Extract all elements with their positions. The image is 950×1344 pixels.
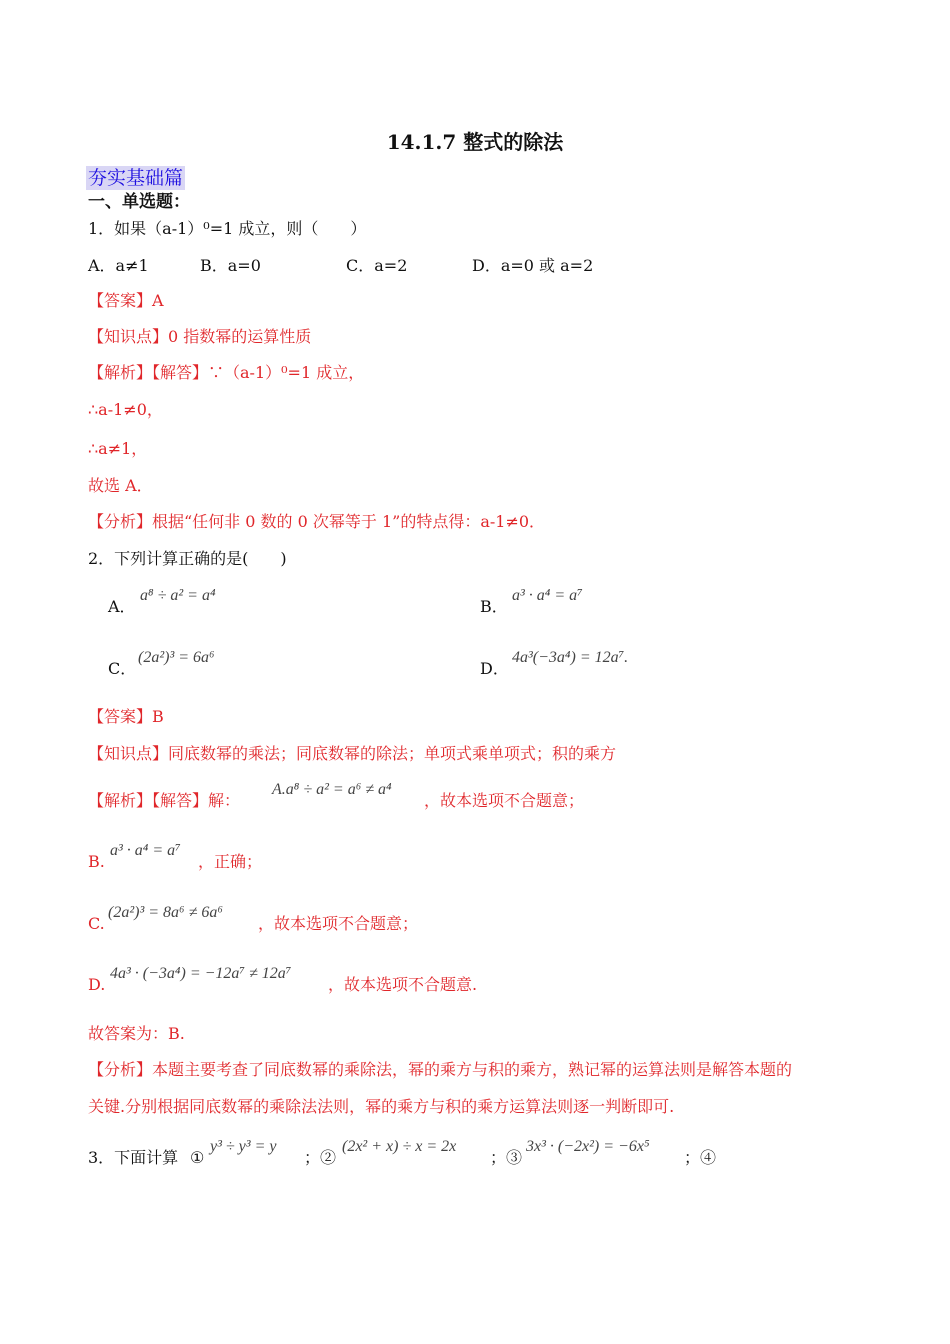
q2-stem: 2．下列计算正确的是( ) [88,549,287,568]
q1-remark: 【分析】根据“任何非 0 数的 0 次幂等于 1”的特点得：a-1≠0． [88,512,546,531]
q2-line-suffix: ，正确； [198,852,263,871]
q1-analysis-line: ∴a≠1， [88,439,148,458]
q2-option-b-expr: a³ · a⁴ = a⁷ [512,587,583,604]
page-title: 14.1.7 整式的除法 [386,130,564,154]
q1-option-d: D．a=0 或 a=2 [472,256,594,275]
section-heading: 一、单选题： [88,192,190,212]
q2-analysis-expr: A.a⁸ ÷ a² = a⁶ ≠ a⁴ [272,781,392,798]
q1-answer: 【答案】A [88,291,164,310]
q2-line-expr: 4a³ · (−3a⁴) = −12a⁷ ≠ 12a⁷ [110,965,292,982]
q3-item-marker: ；③ [490,1148,523,1167]
q2-line-suffix: ，故本选项不合题意. [328,975,478,994]
q2-line-expr: a³ · a⁴ = a⁷ [110,842,181,859]
q2-line-label: D. [88,975,106,994]
q2-analysis-suffix: ，故本选项不合题意； [424,791,585,810]
q2-line-expr: (2a²)³ = 8a⁶ ≠ 6a⁶ [108,904,223,921]
q2-remark: 【分析】本题主要考查了同底数幂的乘除法，幂的乘方与积的乘方，熟记幂的运算法则是解答本题的 [88,1060,793,1079]
section-label: 夯实基础篇 [88,167,184,189]
q2-remark: 关键.分别根据同底数幂的乘除法法则，幂的乘方与积的乘方运算法则逐一判断即可. [88,1097,675,1116]
q2-line-suffix: ，故本选项不合题意； [258,914,419,933]
q1-option-a: A．a≠1 [88,256,149,275]
q2-option-c-label: C． [108,659,137,678]
q2-option-b-label: B． [480,597,508,616]
q2-line-label: B. [88,852,105,871]
q3-item-marker: ；④ [684,1148,717,1167]
q3-stem: 3．下面计算 [88,1148,179,1167]
q1-analysis-line: 【解析】【解答】∵（a-1）⁰=1 成立， [88,363,365,382]
q2-knowledge: 【知识点】同底数幂的乘法；同底数幂的除法；单项式乘单项式；积的乘方 [88,744,617,763]
q3-item-expr: y³ ÷ y³ = y [210,1138,277,1155]
q2-option-d-expr: 4a³(−3a⁴) = 12a⁷. [512,649,629,666]
q1-stem: 1．如果（a-1）⁰=1 成立，则（ ） [88,219,367,238]
q2-option-a-expr: a⁸ ÷ a² = a⁴ [140,587,216,604]
q2-option-d-label: D． [480,659,509,678]
q3-item-expr: 3x³ · (−2x²) = −6x⁵ [526,1138,650,1155]
q1-analysis-line: ∴a-1≠0， [88,400,163,419]
q2-option-a-label: A． [108,597,136,616]
q2-line-label: C. [88,914,105,933]
q2-answer: 【答案】B [88,707,164,726]
q3-item-marker: ；② [304,1148,337,1167]
q3-item-marker: ① [190,1148,205,1167]
q1-option-c: C．a=2 [346,256,408,275]
q1-analysis-line: 故选 A． [88,476,153,495]
q1-option-b: B．a=0 [200,256,261,275]
q2-option-c-expr: (2a²)³ = 6a⁶ [138,649,215,666]
q2-conclusion: 故答案为：B. [88,1024,185,1043]
q3-item-expr: (2x² + x) ÷ x = 2x [342,1138,457,1155]
q1-knowledge: 【知识点】0 指数幂的运算性质 [88,327,312,346]
q2-analysis-prefix: 【解析】【解答】解： [88,791,241,810]
